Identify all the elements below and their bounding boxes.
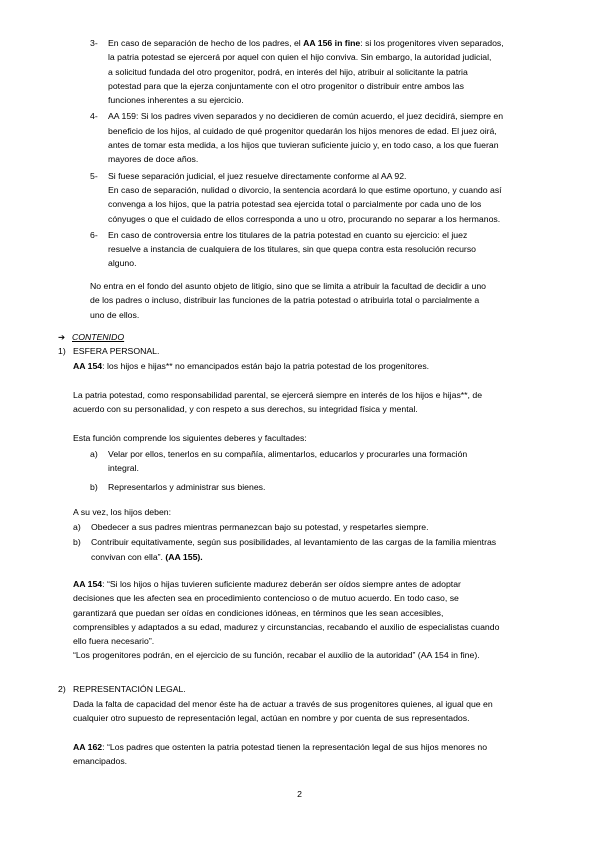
line: AA 154: “Si los hijos o hijas tuvieren suficiente madurez deberán ser oídos siempre antes de adoptar <box>73 579 461 589</box>
top-list <box>90 36 570 271</box>
line: resuelve a instancia de cualquiera de los titulares, sin que quepa contra esta resolución recurso <box>108 244 476 255</box>
line: En caso de separación, nulidad o divorcio, la sentencia acordará lo que estime oportuno, y cuando así <box>108 184 502 195</box>
line: garantizará que puedan ser oídas en condiciones idóneas, en términos que les sean accesibles, <box>73 607 444 618</box>
section-1-p2 <box>73 388 573 417</box>
line: ello fuera necesario”. <box>73 636 155 647</box>
list-item <box>73 520 573 534</box>
section-heading-contenido <box>58 330 124 344</box>
section-1-heading <box>58 344 159 358</box>
list-item <box>90 36 570 107</box>
line: AA 162: “Los padres que ostenten la patria potestad tienen la representación legal de sus hijos menores no <box>73 742 488 752</box>
line: AA 159: Si los padres viven separados y no decidieren de común acuerdo, el juez decidirá, siempre en <box>108 111 504 122</box>
duties-list <box>90 447 560 494</box>
line: En caso de controversia entre los titulares de la patria potestad en cuanto su ejercicio: el juez <box>108 229 468 240</box>
line: La patria potestad, como responsabilidad parental, se ejercerá siempre en interés de los hijos e hijas**, de <box>73 390 483 400</box>
line: la patria potestad se ejercerá por aquel con quien el hijo conviva. Sin embargo, la autoridad judicial, <box>108 52 492 63</box>
line: funciones inherentes a su ejercicio. <box>108 95 244 106</box>
line: “Los progenitores podrán, en el ejercicio de su función, recabar el auxilio de la autoridad” (AA 154 in fine). <box>73 650 480 661</box>
line: comprensibles y adaptados a su edad, madurez y circunstancias, recabando el auxilio de especialistas cuando <box>73 621 500 632</box>
line: uno de ellos. <box>90 309 140 320</box>
line: acuerdo con su personalidad, y con respeto a sus derechos, su integridad física y mental. <box>73 404 418 415</box>
list-item <box>90 109 570 166</box>
list-item <box>90 447 560 476</box>
line: decisiones que les afecten sea en procedimiento contencioso o de mutuo acuerdo. En todo caso, se <box>73 593 459 604</box>
item-number: 4- <box>90 111 98 122</box>
paragraph: AA 154: los hijos e hijas** no emancipados están bajo la patria potestad de los progenitores. <box>73 361 430 371</box>
item-number: 5- <box>90 170 98 181</box>
section-1-quote <box>73 577 578 663</box>
children-duties-list <box>73 520 573 564</box>
arrow-icon: ➔ <box>58 332 66 342</box>
section-2-p1 <box>73 697 578 726</box>
contenido-label: CONTENIDO <box>72 332 125 342</box>
line: beneficio de los hijos, al cuidado de qué progenitor quedarán los hijos menores de edad. El juez oirá, <box>108 125 497 136</box>
line: cualquier otro supuesto de representación legal, actúan en nombre y por cuenta de sus representados. <box>73 713 470 724</box>
item-number: a) <box>73 522 81 532</box>
page-number: 2 <box>297 789 302 799</box>
item-number: b) <box>90 481 98 492</box>
line: integral. <box>108 463 139 474</box>
line: convivan con ella”. (AA 155). <box>91 551 203 562</box>
list-item <box>73 535 573 564</box>
list-item <box>90 169 570 226</box>
section-2-heading <box>58 682 186 696</box>
section-title: REPRESENTACIÓN LEGAL. <box>73 684 186 694</box>
line: Representarlos y administrar sus bienes. <box>108 481 266 492</box>
line: antes de tomar esta medida, a los hijos que tuvieran suficiente juicio y, en todo caso, a los que fueran <box>108 140 499 151</box>
item-number: 3- <box>90 38 98 48</box>
item-number: a) <box>90 449 98 459</box>
line: a solicitud fundada del otro progenitor, podrá, en interés del hijo, atribuir al solicitante la patria <box>108 66 468 77</box>
line: A su vez, los hijos deben: <box>73 507 172 517</box>
note-paragraph <box>90 279 570 322</box>
section-2-quote <box>73 740 578 769</box>
section-1-p3 <box>73 431 573 445</box>
line: convenga a los hijos, que la patria potestad sea ejercida total o parcialmente por cada uno de los <box>108 199 482 210</box>
section-title: ESFERA PERSONAL. <box>73 346 160 356</box>
line: cónyuges o que el cuidado de ellos corresponda a uno u otro, procurando no separar a los hermanos. <box>108 213 501 224</box>
section-number: 1) <box>58 346 66 356</box>
line: Si fuese separación judicial, el juez resuelve directamente conforme al AA 92. <box>108 170 407 181</box>
line: Obedecer a sus padres mientras permanezcan bajo su potestad, y respetarles siempre. <box>91 522 429 532</box>
section-number: 2) <box>58 684 66 694</box>
line: mayores de doce años. <box>108 154 199 165</box>
line: No entra en el fondo del asunto objeto de litigio, sino que se limita a atribuir la facultad de decidir a uno <box>90 281 487 291</box>
line: de los padres o incluso, distribuir las funciones de la patria potestad o atribuirla total o parcialmente a <box>90 295 480 306</box>
line: En caso de separación de hecho de los padres, el AA 156 in fine: si los progenitores viven separados, <box>108 38 504 48</box>
item-number: b) <box>73 537 81 548</box>
line: emancipados. <box>73 756 128 767</box>
item-number: 6- <box>90 229 98 240</box>
line: alguno. <box>108 258 137 269</box>
list-item <box>90 480 560 494</box>
list-item <box>90 228 570 271</box>
section-1-p4 <box>73 505 573 519</box>
section-1-body <box>73 359 573 373</box>
line: Dada la falta de capacidad del menor éste ha de actuar a través de sus progenitores quienes, al igual que en <box>73 699 493 709</box>
line: potestad para que la ejerza conjuntamente con el otro progenitor o distribuir entre ambos las <box>108 80 464 91</box>
line: Contribuir equitativamente, según sus posibilidades, al levantamiento de las cargas de la familia mientras <box>91 537 497 548</box>
line: Esta función comprende los siguientes deberes y facultades: <box>73 433 307 443</box>
line: Velar por ellos, tenerlos en su compañía, alimentarlos, educarlos y procurarles una formación <box>108 449 468 459</box>
